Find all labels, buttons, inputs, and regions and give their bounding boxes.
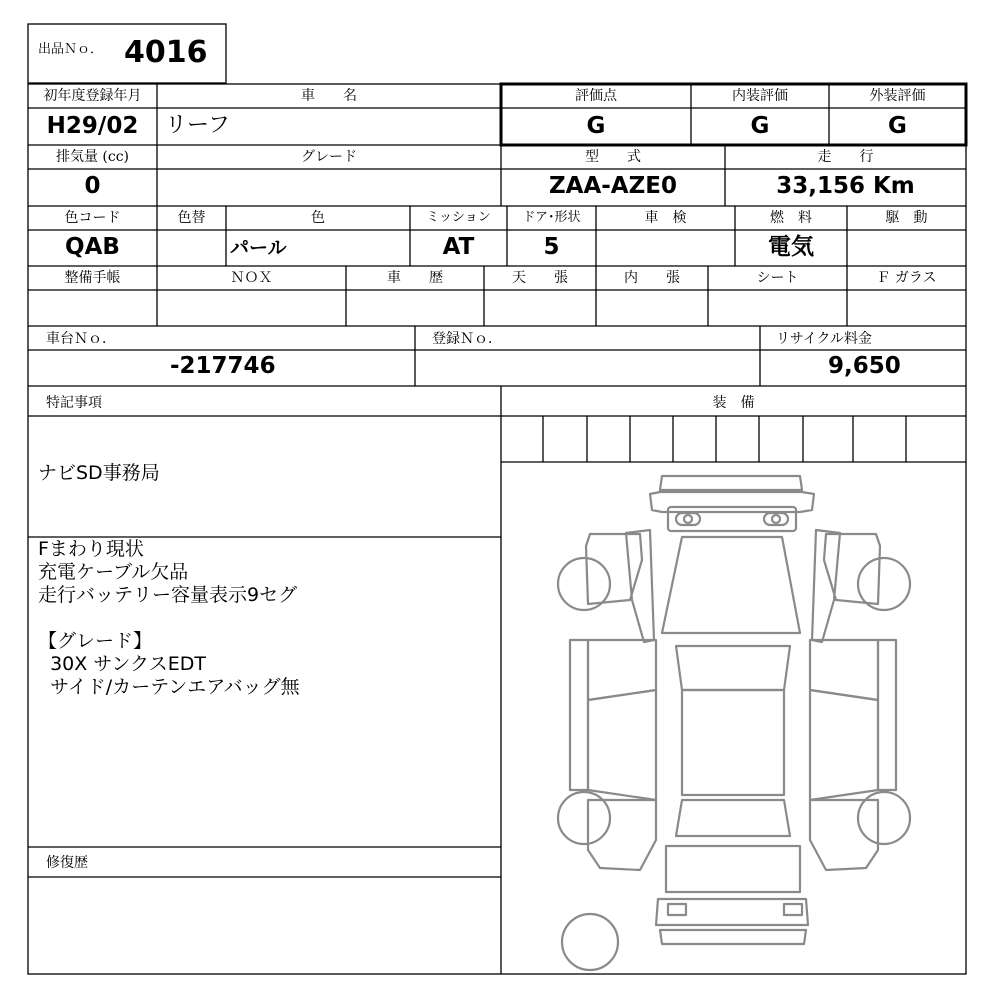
displacement-value: 0 (84, 173, 101, 199)
door-shape-label: ドア･形状 (522, 210, 581, 225)
interior-score-label: 内装評価 (732, 88, 788, 104)
mission-value: AT (442, 234, 475, 260)
ceiling-label: 天 張 (512, 270, 568, 286)
model-label: 型 式 (585, 149, 641, 165)
lot-number-value: 4016 (124, 35, 208, 70)
equipment-label: 装 備 (712, 395, 755, 411)
drive-label: 駆 動 (885, 210, 928, 226)
first-registration-label: 初年度登録年月 (43, 88, 142, 104)
exterior-score-label: 外装評価 (869, 88, 926, 104)
model-value: ZAA-AZE0 (548, 173, 678, 199)
special-note-details: Fまわり現状 充電ケーブル欠品 走行バッテリー容量表示9セグ 【グレード】 30X サンクスEDT サイド/カーテンエアバッグ無 (38, 538, 300, 698)
inspection-label: 車 検 (644, 210, 687, 226)
seat-label: シート (756, 270, 799, 286)
color-code-value: QAB (65, 234, 120, 260)
mileage-label: 走 行 (817, 149, 874, 165)
chassis-number-label: 車台Ｎｏ． (46, 331, 116, 347)
fuel-label: 燃 料 (770, 210, 812, 226)
score-value: G (586, 113, 606, 139)
lot-number-label: 出品Ｎｏ． (38, 42, 104, 57)
interior-trim-label: 内 張 (624, 270, 680, 286)
color-value: パール (230, 237, 287, 259)
chassis-number-value: -217746 (170, 353, 276, 379)
color-change-label: 色替 (177, 210, 206, 226)
color-code-label: 色コード (64, 210, 121, 226)
maintenance-book-label: 整備手帳 (64, 270, 121, 286)
vehicle-history-label: 車 歴 (387, 270, 443, 286)
mileage-value: 33,156 Km (776, 173, 915, 199)
car-name-value: リーフ (165, 113, 230, 138)
nox-label: ＮＯＸ (230, 270, 273, 286)
registration-number-label: 登録Ｎｏ． (432, 331, 502, 347)
recycle-fee-value: 9,650 (828, 353, 901, 379)
door-shape-value: 5 (543, 234, 560, 260)
grade-label: グレード (301, 149, 357, 165)
fuel-value: 電気 (768, 234, 814, 260)
car-name-label: 車 名 (301, 88, 357, 104)
mission-label: ミッション (426, 210, 491, 225)
first-registration-value: H29/02 (46, 113, 139, 139)
repair-history-label: 修復歴 (46, 855, 88, 871)
score-label: 評価点 (575, 88, 617, 104)
displacement-label: 排気量 (cc) (55, 149, 130, 165)
interior-score-value: G (750, 113, 770, 139)
front-glass-label: Ｆ ガラス (876, 270, 937, 286)
exterior-score-value: G (888, 113, 907, 139)
special-notes-label: 特記事項 (46, 395, 102, 411)
color-label: 色 (311, 210, 325, 226)
recycle-fee-label: リサイクル料金 (776, 331, 873, 347)
special-note-primary: ナビSD事務局 (38, 462, 160, 484)
